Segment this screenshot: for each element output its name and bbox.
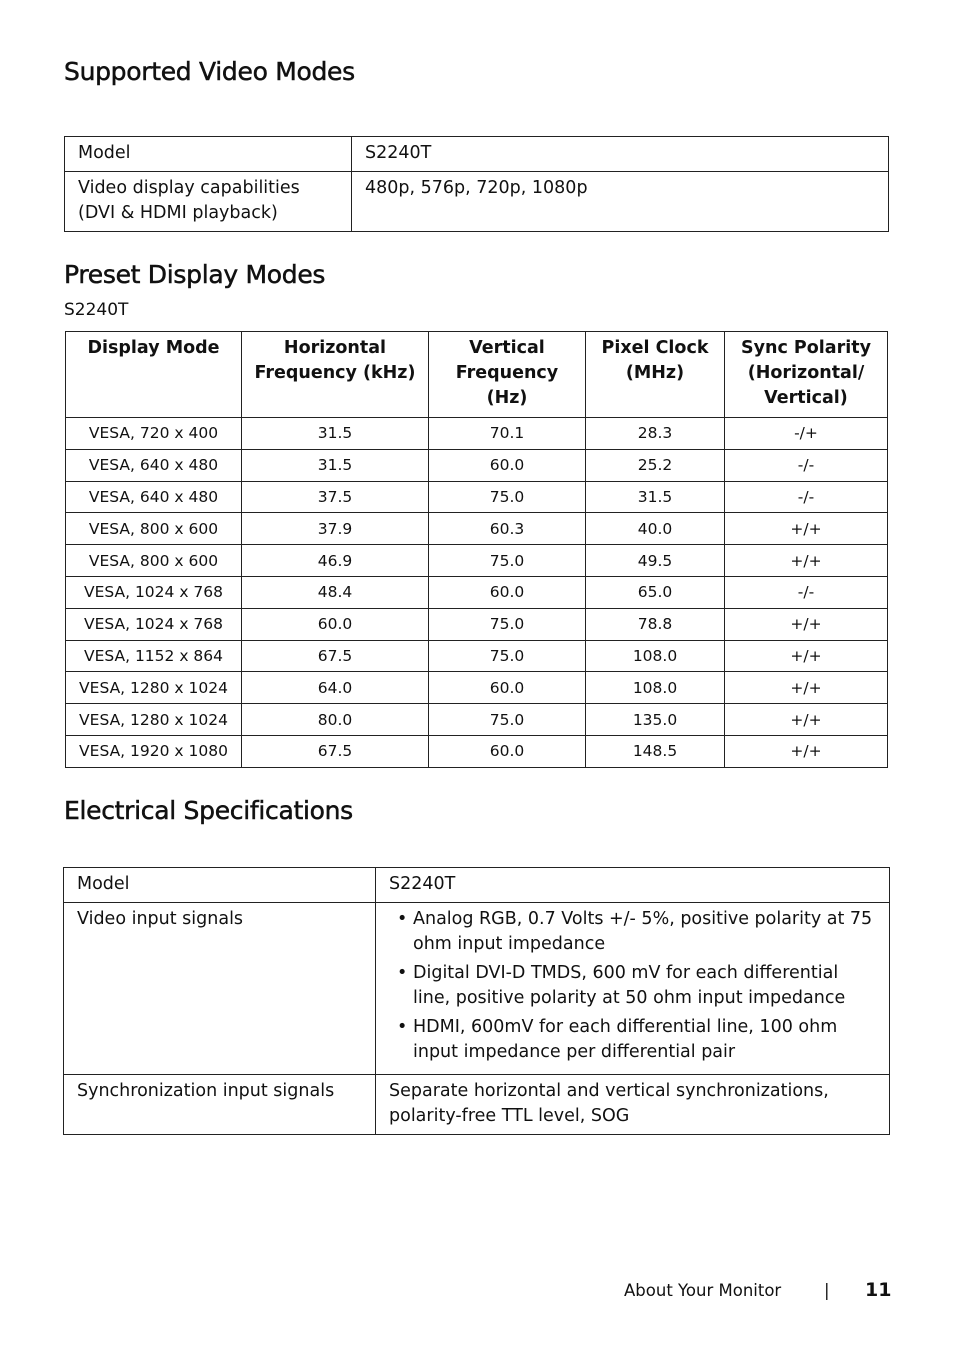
column-header: Display Mode <box>66 332 242 418</box>
video-modes-table <box>64 136 889 232</box>
model-label: Model <box>64 868 376 903</box>
table-cell: 67.5 <box>242 640 429 672</box>
table-cell: 60.0 <box>429 449 586 481</box>
column-header: Vertical Frequency (Hz) <box>429 332 586 418</box>
preset-modes-title: Preset Display Modes <box>64 260 326 289</box>
preset-model-label: S2240T <box>64 300 129 320</box>
table-cell: 108.0 <box>586 640 725 672</box>
electrical-title: Electrical Specifications <box>64 796 353 825</box>
table-cell: -/- <box>725 481 888 513</box>
table-cell: +/+ <box>725 608 888 640</box>
row-value: S2240T <box>352 137 889 172</box>
table-cell: 25.2 <box>586 449 725 481</box>
table-row <box>66 449 888 481</box>
table-cell: VESA, 1920 x 1080 <box>66 735 242 767</box>
video-input-label: Video input signals <box>64 903 376 1075</box>
table-cell: 135.0 <box>586 704 725 736</box>
table-cell: 70.1 <box>429 418 586 450</box>
table-cell: VESA, 1280 x 1024 <box>66 672 242 704</box>
table-cell: VESA, 800 x 600 <box>66 545 242 577</box>
table-cell: VESA, 1280 x 1024 <box>66 704 242 736</box>
table-cell: 75.0 <box>429 545 586 577</box>
table-cell: 60.0 <box>429 735 586 767</box>
table-row <box>66 545 888 577</box>
list-item: • Digital DVI-D TMDS, 600 mV for each differential line, positive polarity at 50 ohm input impedance <box>413 961 877 1011</box>
footer-separator: | <box>824 1281 830 1300</box>
page-number: 11 <box>865 1279 892 1301</box>
table-cell: 31.5 <box>586 481 725 513</box>
preset-modes-table <box>65 331 888 768</box>
table-row <box>66 481 888 513</box>
electrical-table <box>63 867 890 1135</box>
table-row <box>66 608 888 640</box>
table-cell: 46.9 <box>242 545 429 577</box>
row-label: Video display capabilities (DVI & HDMI playback) <box>65 172 352 232</box>
table-row <box>66 735 888 767</box>
list-item: • Analog RGB, 0.7 Volts +/- 5%, positive polarity at 75 ohm input impedance <box>413 907 877 957</box>
table-cell: 60.0 <box>429 672 586 704</box>
table-row <box>66 672 888 704</box>
table-cell: 60.3 <box>429 513 586 545</box>
preset-header-row <box>66 332 888 418</box>
row-value: 480p, 576p, 720p, 1080p <box>352 172 889 232</box>
table-cell: VESA, 640 x 480 <box>66 449 242 481</box>
table-cell: +/+ <box>725 735 888 767</box>
table-cell: 75.0 <box>429 481 586 513</box>
table-cell: 31.5 <box>242 449 429 481</box>
table-cell: 148.5 <box>586 735 725 767</box>
table-cell: 80.0 <box>242 704 429 736</box>
table-cell: 75.0 <box>429 608 586 640</box>
table-cell: +/+ <box>725 640 888 672</box>
list-item: • HDMI, 600mV for each differential line, 100 ohm input impedance per differential pair <box>413 1015 877 1065</box>
table-cell: VESA, 640 x 480 <box>66 481 242 513</box>
table-cell: -/+ <box>725 418 888 450</box>
table-cell: +/+ <box>725 513 888 545</box>
footer-section-name: About Your Monitor <box>624 1281 782 1300</box>
table-row <box>65 137 889 172</box>
table-cell: 78.8 <box>586 608 725 640</box>
table-row <box>64 1075 890 1135</box>
table-row <box>65 172 889 232</box>
table-row <box>66 640 888 672</box>
sync-label: Synchronization input signals <box>64 1075 376 1135</box>
table-cell: 108.0 <box>586 672 725 704</box>
row-label: Model <box>65 137 352 172</box>
video-modes-title: Supported Video Modes <box>64 57 355 86</box>
table-cell: 40.0 <box>586 513 725 545</box>
table-row <box>66 704 888 736</box>
table-cell: +/+ <box>725 672 888 704</box>
table-cell: 37.9 <box>242 513 429 545</box>
table-cell: 75.0 <box>429 640 586 672</box>
video-input-list-cell <box>376 903 890 1075</box>
table-cell: VESA, 720 x 400 <box>66 418 242 450</box>
table-cell: 31.5 <box>242 418 429 450</box>
column-header: Pixel Clock (MHz) <box>586 332 725 418</box>
table-cell: 65.0 <box>586 576 725 608</box>
table-cell: -/- <box>725 576 888 608</box>
table-cell: 60.0 <box>429 576 586 608</box>
table-cell: VESA, 1024 x 768 <box>66 576 242 608</box>
table-cell: -/- <box>725 449 888 481</box>
table-cell: +/+ <box>725 545 888 577</box>
table-row <box>66 418 888 450</box>
table-cell: 64.0 <box>242 672 429 704</box>
table-cell: VESA, 1152 x 864 <box>66 640 242 672</box>
table-cell: 28.3 <box>586 418 725 450</box>
model-value: S2240T <box>376 868 890 903</box>
table-cell: 37.5 <box>242 481 429 513</box>
table-cell: 49.5 <box>586 545 725 577</box>
table-row <box>66 513 888 545</box>
table-cell: 67.5 <box>242 735 429 767</box>
table-row <box>64 868 890 903</box>
table-cell: +/+ <box>725 704 888 736</box>
column-header: Sync Polarity (Horizontal/ Vertical) <box>725 332 888 418</box>
table-cell: VESA, 1024 x 768 <box>66 608 242 640</box>
sync-value: Separate horizontal and vertical synchronizations, polarity-free TTL level, SOG <box>376 1075 890 1135</box>
table-cell: VESA, 800 x 600 <box>66 513 242 545</box>
table-cell: 75.0 <box>429 704 586 736</box>
table-cell: 60.0 <box>242 608 429 640</box>
video-input-list <box>389 907 877 1065</box>
table-cell: 48.4 <box>242 576 429 608</box>
table-row <box>66 576 888 608</box>
table-row <box>64 903 890 1075</box>
column-header: Horizontal Frequency (kHz) <box>242 332 429 418</box>
